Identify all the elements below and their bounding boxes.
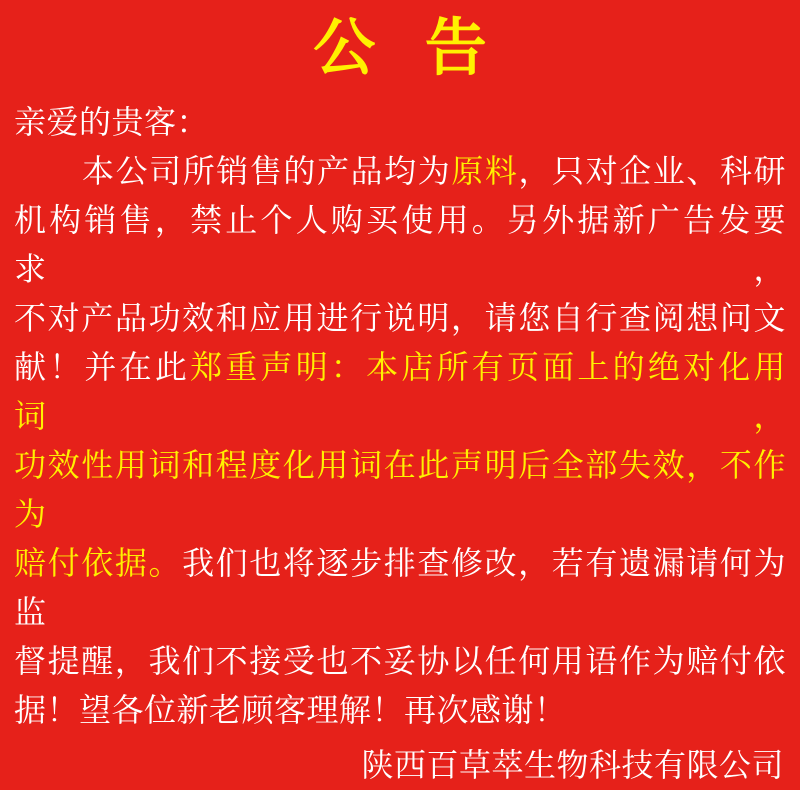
body-text-segment: 献！并在此 [14,348,191,386]
body-text-segment: ，只对企业、科研 [518,152,786,190]
company-signature: 陕西百草萃生物科技有限公司 [361,746,784,784]
body-text-segment: 据！望各位新老顾客理解！再次感谢！ [14,691,567,729]
body-text-segment: 机构销售，禁止个人购买使用。另外据新广告发要求， [14,201,786,288]
highlighted-text: 原料 [451,152,519,190]
announcement-title: 公 告 [313,11,501,84]
body-line [14,637,786,686]
body-line [14,686,786,735]
highlighted-text: 赔付依据。 [14,544,183,582]
body-line [14,147,786,196]
body-text-segment: 本公司所销售的产品均为 [82,152,452,190]
body-text-segment: 亲爱的贵客： [14,103,210,141]
body-text-segment: 我们也将逐步排查修改，若有遗漏请何为监 [14,544,786,631]
body-line [14,343,786,441]
body-line [14,441,786,539]
body-text-segment: 督提醒，我们不接受也不妥协以任何用语作为赔付依 [14,642,786,680]
body-text-segment: 不对产品功效和应用进行说明，请您自行查阅想问文 [14,299,786,337]
highlighted-text: 功效性用词和程度化用词在此声明后全部失效，不作为 [14,446,786,533]
body-line [14,196,786,294]
body-line [14,294,786,343]
body-line [14,98,786,147]
highlighted-text: 郑重声明：本店所有页面上的绝对化用词， [14,348,786,435]
body-line [14,539,786,637]
announcement-body [0,98,800,735]
